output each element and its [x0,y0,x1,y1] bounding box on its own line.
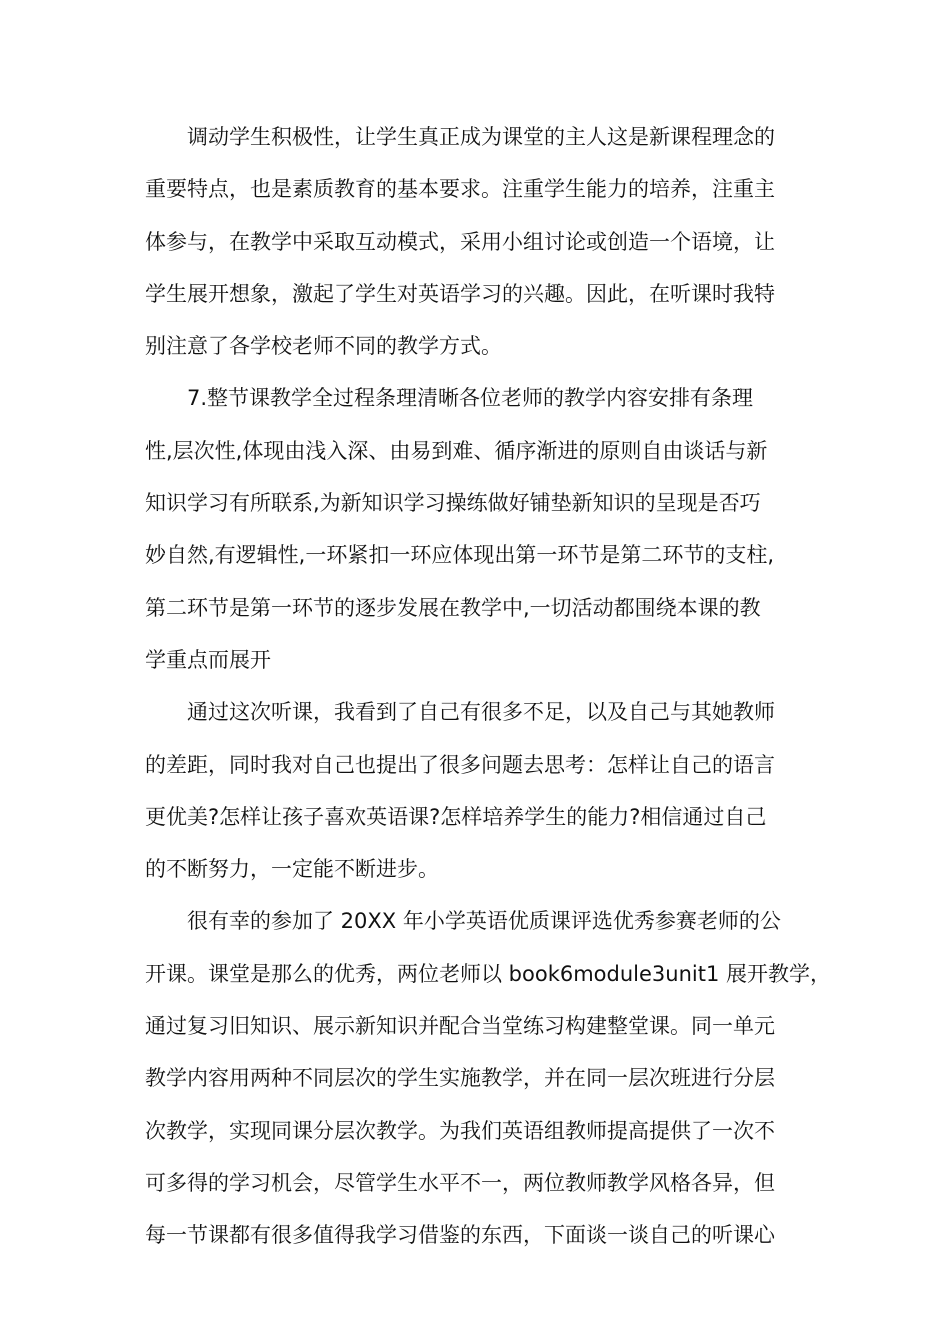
paragraph-2 [145,372,807,686]
text-line: 学重点而展开 [145,647,271,672]
document-body [145,111,832,1262]
text-line: 重要特点，也是素质教育的基本要求。注重学生能力的培养，注重主 [145,177,775,202]
text-line: 很有幸的参加了 20XX 年小学英语优质课评选优秀参赛老师的公 [187,909,781,934]
text-line: 开课。课堂是那么的优秀，两位老师以 book6module3unit1 展开教学， [145,961,832,986]
paragraph-4 [145,895,832,1261]
text-line: 妙自然,有逻辑性,一环紧扣一环应体现出第一环节是第二环节的支柱, [145,543,775,568]
text-line: 别注意了各学校老师不同的教学方式。 [145,334,502,359]
text-line: 更优美?怎样让孩子喜欢英语课?怎样培养学生的能力?相信通过自己 [145,804,767,829]
text-line: 7.整节课教学全过程条理清晰各位老师的教学内容安排有条理 [187,386,754,411]
text-line: 知识学习有所联系,为新知识学习操练做好铺垫新知识的呈现是否巧 [145,491,761,516]
text-line: 每一节课都有很多值得我学习借鉴的东西，下面谈一谈自己的听课心 [145,1223,775,1248]
text-line: 调动学生积极性，让学生真正成为课堂的主人这是新课程理念的 [187,125,775,149]
text-line: 通过这次听课，我看到了自己有很多不足，以及自己与其她教师 [187,700,775,725]
text-line: 可多得的学习机会，尽管学生水平不一，两位教师教学风格各异，但 [145,1170,775,1195]
text-line: 第二环节是第一环节的逐步发展在教学中,一切活动都围绕本课的教 [145,595,761,620]
text-line: 的不断努力，一定能不断进步。 [145,857,439,882]
text-line: 体参与，在教学中采取互动模式，采用小组讨论或创造一个语境，让 [145,229,775,254]
text-line: 次教学，实现同课分层次教学。为我们英语组教师提高提供了一次不 [145,1118,775,1143]
text-line: 学生展开想象，激起了学生对英语学习的兴趣。因此，在听课时我特 [145,281,775,306]
text-line: 通过复习旧知识、展示新知识并配合当堂练习构建整堂课。同一单元 [145,1014,775,1039]
paragraph-1 [145,111,807,372]
text-line: 的差距，同时我对自己也提出了很多问题去思考：怎样让自己的语言 [145,752,775,777]
paragraph-3 [145,686,807,895]
text-line: 教学内容用两种不同层次的学生实施教学，并在同一层次班进行分层 [145,1066,775,1091]
text-line: 性,层次性,体现由浅入深、由易到难、循序渐进的原则自由谈话与新 [145,438,768,463]
